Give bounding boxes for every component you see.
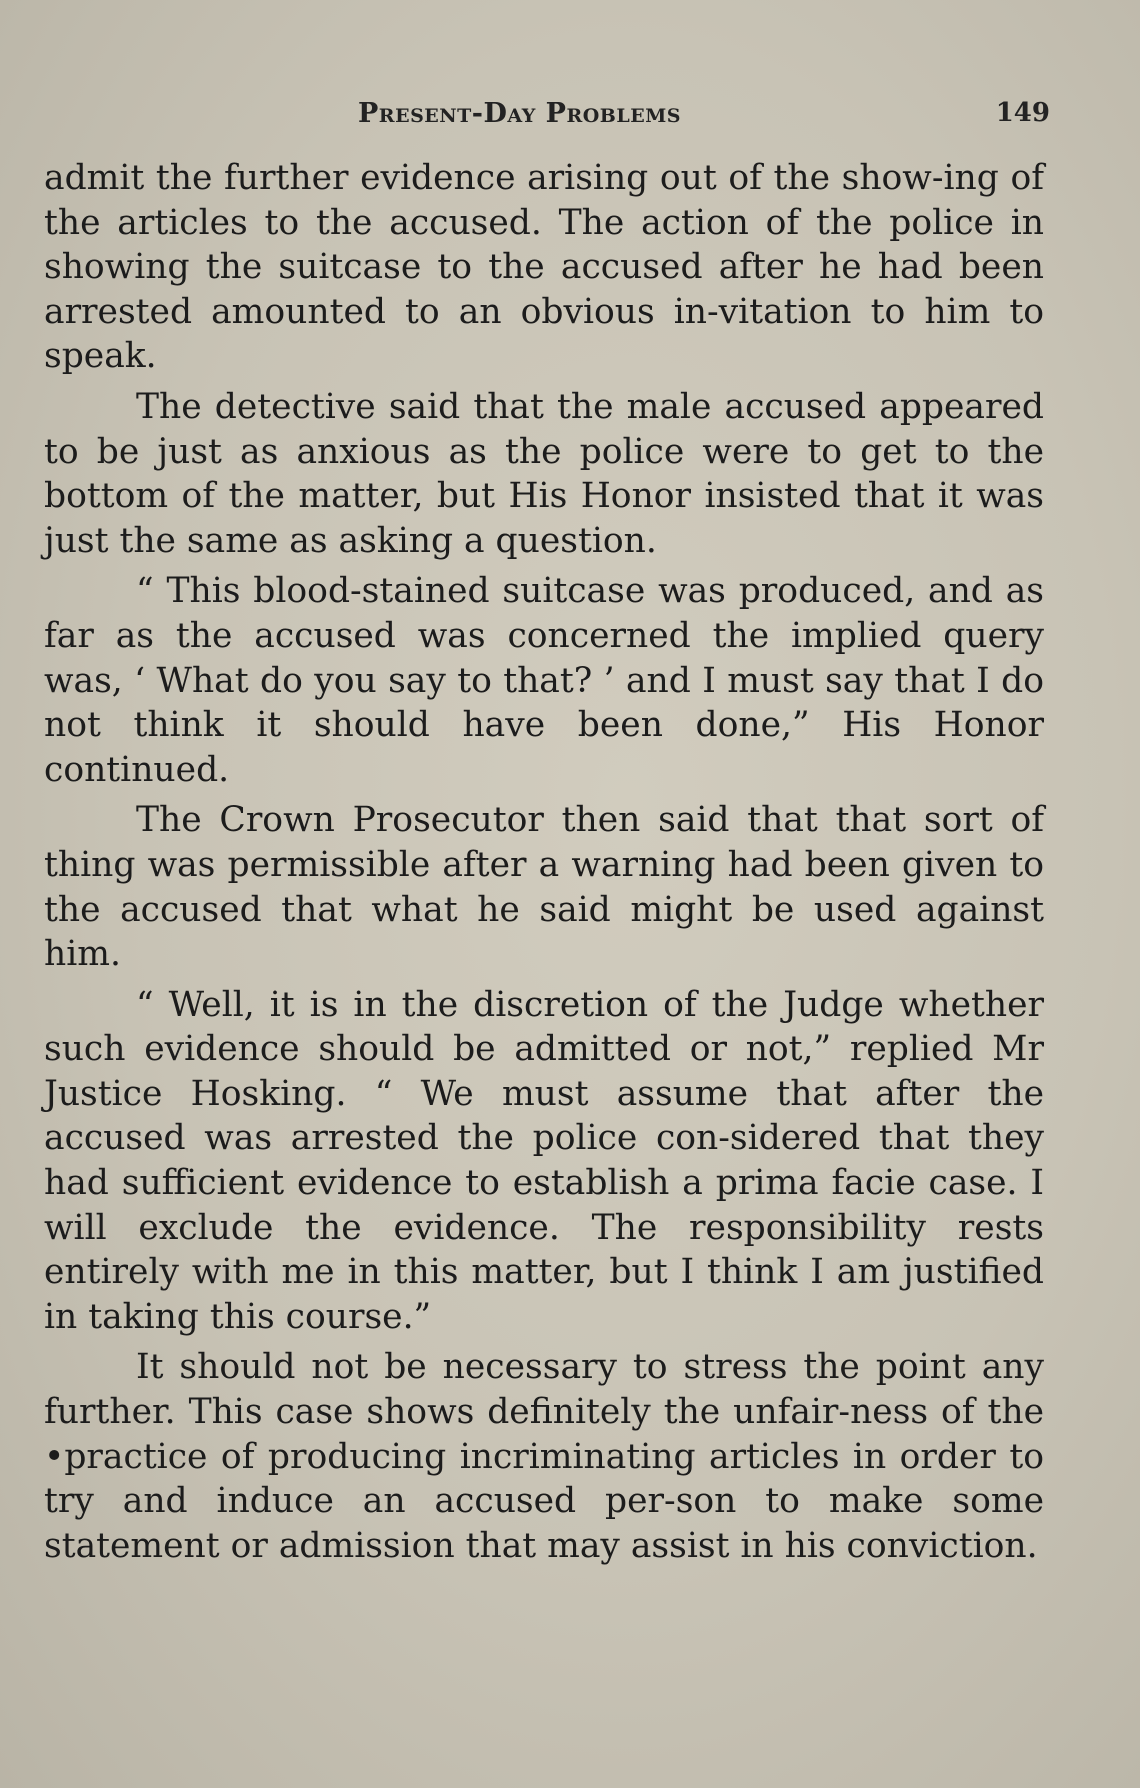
body-text [44, 156, 1044, 1574]
paragraph: “ Well, it is in the discretion of the Judge whether such evidence should be admitted or not,” replied Mr Justice Hosking. “ We must assume that after the accused was arrested the police con-sidered that they had sufficient evidence to establish a prima facie case. I will exclude the evidence. The responsibility rests entirely with me in this matter, but I think I am justified in taking this course.” [44, 984, 1044, 1337]
paragraph: The detective said that the male accused appeared to be just as anxious as the police were to get to the bottom of the matter, but His Honor insisted that it was just the same as asking a question. [44, 386, 1044, 561]
paragraph: admit the further evidence arising out of the show-ing of the articles to the accused. The action of the police in showing the suitcase to the accused after he had been arrested amounted to an obvious in-vitation to him to speak. [44, 158, 1044, 377]
paragraph: The Crown Prosecutor then said that that sort of thing was permissible after a warning had been given to the accused that what he said might be used against him. [44, 800, 1044, 975]
page-number: 149 [995, 98, 1050, 128]
paragraph: It should not be necessary to stress the point any further. This case shows definitely the unfair-ness of the •practice of producing incriminating articles in order to try and induce an accused per-son to make some statement or admission that may assist in his conviction. [44, 1347, 1044, 1566]
page-header [46, 98, 1050, 138]
running-title: Present-Day Problems [358, 98, 681, 129]
paragraph: “ This blood-stained suitcase was produced, and as far as the accused was concerned the implied query was, ‘ What do you say to that? ’ and I must say that I do not think it should have been done,” His Honor continued. [44, 571, 1044, 790]
